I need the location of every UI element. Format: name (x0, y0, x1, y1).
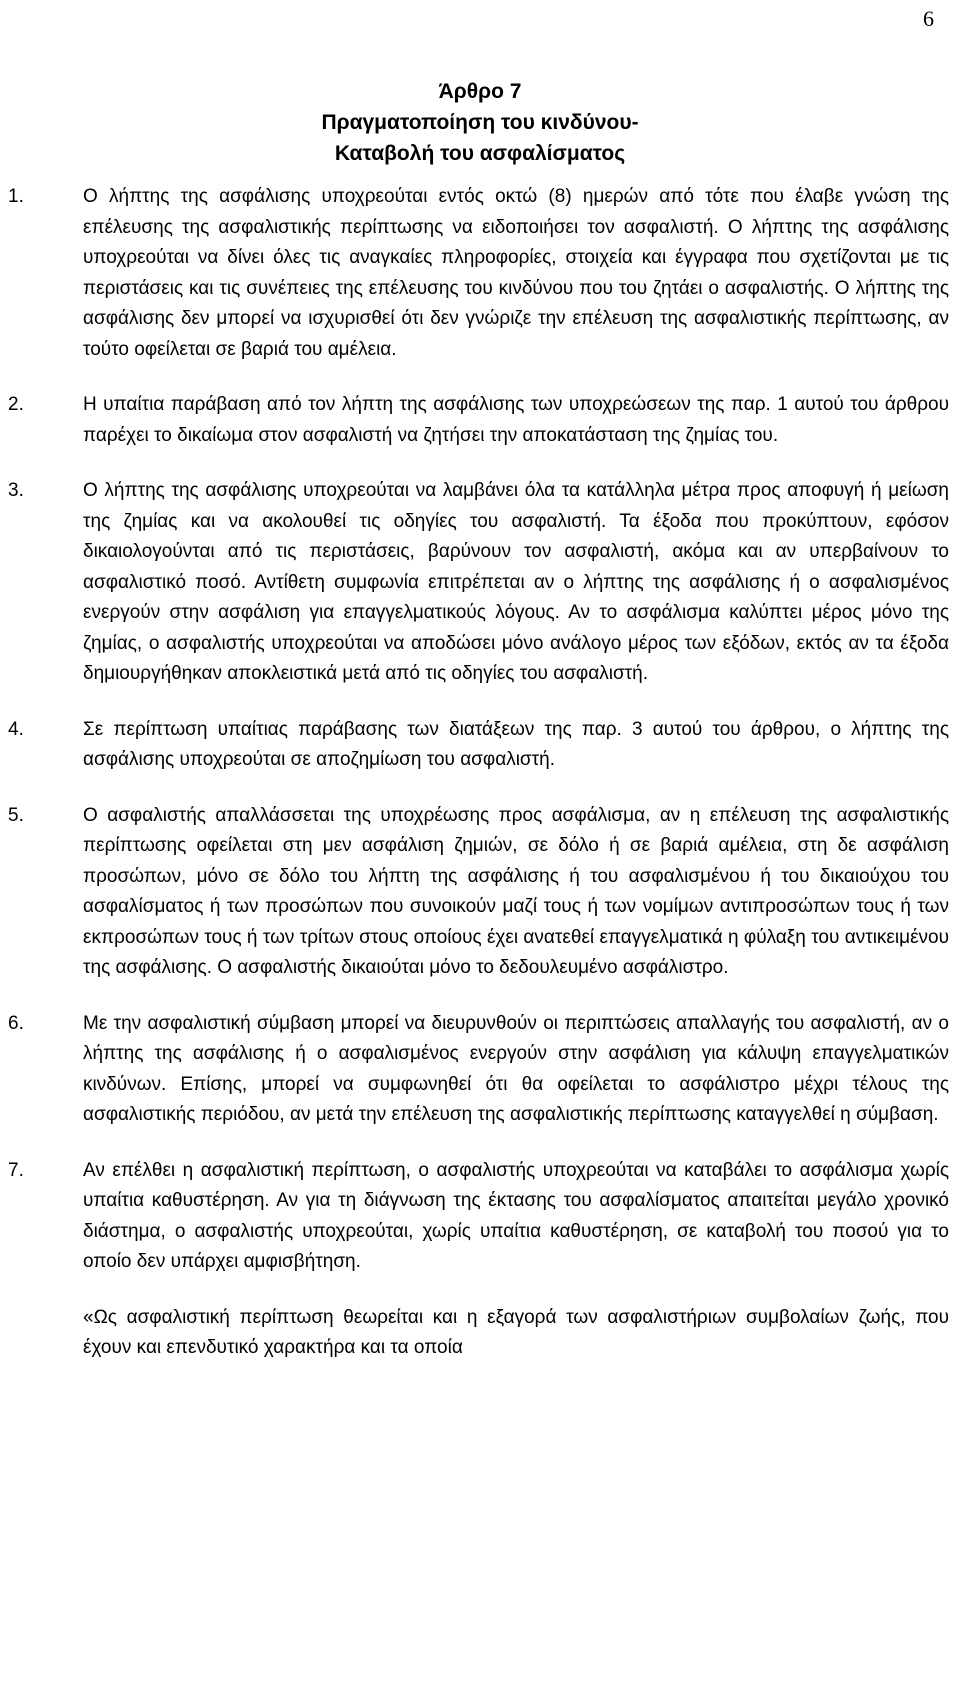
article-subtitle-line1: Πραγματοποίηση του κινδύνου- (321, 111, 639, 134)
article-heading (0, 76, 960, 169)
paragraph-text: Με την ασφαλιστική σύμβαση μπορεί να διευρυνθούν οι περιπτώσεις απαλλαγής του ασφαλιστή, αν ο λήπτης της ασφάλισης ή ο ασφαλισμένος ενεργούν στην ασφάλιση για κάλυψη επαγγελματικών κινδύνων. Επίσης, μπορεί να συμφωνηθεί ότι θα οφείλεται το ασφάλιστρο μέχρι τέλους της ασφαλιστικής περιόδου, αν μετά την επέλευση της ασφαλιστικής περίπτωσης καταγγελθεί η σύμβαση. (83, 1012, 949, 1125)
paragraph-3 (0, 476, 960, 690)
article-title: Άρθρο 7 (438, 80, 522, 103)
paragraph-5 (0, 801, 960, 984)
page-number: 6 (923, 6, 934, 31)
closing-paragraph: «Ως ασφαλιστική περίπτωση θεωρείται και η εξαγορά των ασφαλιστήριων συμβολαίων ζωής, που έχουν και επενδυτικό χαρακτήρα και τα οποία (83, 1306, 949, 1358)
paragraph-7 (0, 1156, 960, 1278)
paragraph-4 (0, 715, 960, 776)
paragraph-number: 3. (8, 480, 24, 501)
paragraph-number: 4. (8, 718, 24, 740)
paragraph-text: Η υπαίτια παράβαση από τον λήπτη της ασφάλισης των υποχρεώσεων της παρ. 1 αυτού του άρθρου παρέχει το δικαίωμα στον ασφαλιστή να ζητήσει την αποκατάσταση της ζημίας του. (83, 394, 949, 446)
paragraph-number: 7. (8, 1159, 24, 1181)
article-body (0, 182, 960, 1364)
paragraph-text: Αν επέλθει η ασφαλιστική περίπτωση, ο ασφαλιστής υποχρεούται να καταβάλει το ασφάλισμα χωρίς υπαίτια καθυστέρηση. Αν για τη διάγνωση της έκτασης του ασφαλίσματος απαιτείται μεγάλο χρονικό διάστημα, ο ασφαλιστής υποχρεούται, χωρίς υπαίτια καθυστέρηση, σε καταβολή του ποσού για το οποίο δεν υπάρχει αμφισβήτηση. (83, 1159, 949, 1272)
paragraph-2 (0, 390, 960, 451)
paragraph-text: Σε περίπτωση υπαίτιας παράβασης των διατάξεων της παρ. 3 αυτού του άρθρου, ο λήπτης της ασφάλισης υποχρεούται σε αποζημίωση του ασφαλιστή. (83, 718, 949, 770)
paragraph-number: 2. (8, 394, 24, 415)
paragraph-text: Ο λήπτης της ασφάλισης υποχρεούται να λαμβάνει όλα τα κατάλληλα μέτρα προς αποφυγή ή μείωση της ζημίας και να ακολουθεί τις οδηγίες του ασφαλιστή. Τα έξοδα που προκύπτουν, εφόσον δικαιολογούνται από τις περιστάσεις, βαρύνουν τον ασφαλιστή, ακόμα και αν υπερβαίνουν το ασφαλιστικό ποσό. Αντίθετη συμφωνία επιτρέπεται αν ο λήπτης της ασφάλισης ή ο ασφαλισμένος ενεργούν στην ασφάλιση για επαγγελματικούς λόγους. Αν το ασφάλισμα καλύπτει μέρος μόνο της ζημίας, ο ασφαλιστής υποχρεούται να αποδώσει μόνο ανάλογο μέρος των εξόδων, εκτός αν τα έξοδα δημιουργήθηκαν αποκλειστικά μετά από τις οδηγίες του ασφαλιστή. (83, 480, 949, 684)
paragraph-text: Ο ασφαλιστής απαλλάσσεται της υποχρέωσης προς ασφάλισμα, αν η επέλευση της ασφαλιστικής περίπτωσης οφείλεται στη μεν ασφάλιση ζημιών, σε δόλο ή σε βαριά αμέλεια, στη δε ασφάλιση προσώπων, μόνο σε δόλο του λήπτη της ασφάλισης ή του ασφαλισμένου ή του δικαιούχου του ασφαλίσματος ή των προσώπων που συνοικούν μαζί τους ή των νομίμων αντιπροσώπων τους ή των εκπροσώπων τους ή των τρίτων στους οποίους έχει ανατεθεί επαγγελματικά η φύλαξη του αντικειμένου της ασφάλισης. Ο ασφαλιστής δικαιούται μόνο το δεδουλευμένο ασφάλιστρο. (83, 804, 949, 978)
paragraph-number: 1. (8, 186, 24, 207)
paragraph-6 (0, 1009, 960, 1131)
paragraph-number: 5. (8, 804, 24, 826)
paragraph-text: Ο λήπτης της ασφάλισης υποχρεούται εντός οκτώ (8) ημερών από τότε που έλαβε γνώση της επέλευσης της ασφαλιστικής περίπτωσης να ειδοποιήσει τον ασφαλιστή. Ο λήπτης της ασφάλισης υποχρεούται να δίνει όλες τις αναγκαίες πληροφορίες, στοιχεία και έγγραφα που σχετίζονται με τις περιστάσεις και τις συνέπειες της επέλευσης του κινδύνου που του ζητάει ο ασφαλιστής. Ο λήπτης της ασφάλισης δεν μπορεί να ισχυρισθεί ότι δεν γνώριζε την επέλευση της ασφαλιστικής περίπτωσης, αν τούτο οφείλεται σε βαριά του αμέλεια. (83, 186, 949, 360)
article-subtitle-line2: Καταβολή του ασφαλίσματος (334, 142, 626, 165)
paragraph-1 (0, 182, 960, 365)
paragraph-number: 6. (8, 1012, 24, 1034)
